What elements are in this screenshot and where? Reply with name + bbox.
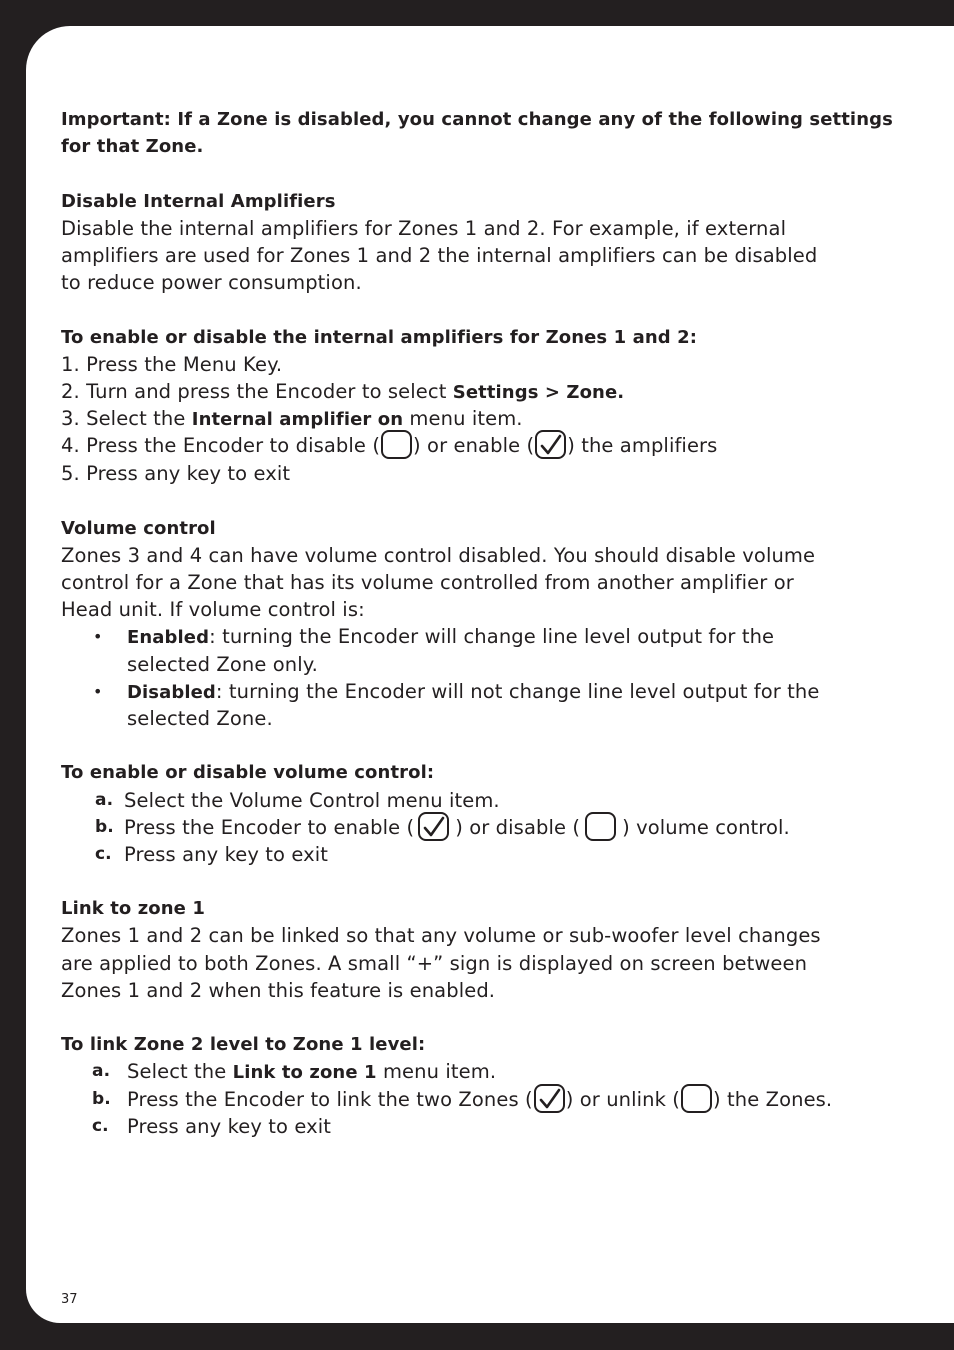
volume-body-line-2: control for a Zone that has its volume controlled from another amplifier or — [61, 571, 794, 594]
volume-body-line-3: Head unit. If volume control is: — [61, 598, 365, 622]
checked-box-icon — [535, 430, 566, 459]
important-note-line-2: for that Zone. — [61, 136, 204, 158]
volume-bullet-disabled-cont: selected Zone. — [127, 706, 273, 730]
amps-step-4: 4. Press the Encoder to disable ( ) or enable ( ) the amplifiers — [61, 432, 941, 460]
bullet-dot: • — [93, 627, 103, 647]
volume-procedure-heading: To enable or disable volume control: — [61, 762, 435, 784]
amps-step-5: 5. Press any key to exit — [61, 462, 291, 486]
amps-body-line-2: amplifiers are used for Zones 1 and 2 the internal amplifiers can be disabled — [61, 243, 818, 267]
important-note-line-1: Important: If a Zone is disabled, you cannot change any of the following settings — [61, 109, 893, 130]
amps-body-line-3: to reduce power consumption. — [61, 271, 362, 295]
amps-step-3: 3. Select the Internal amplifier on menu item. — [61, 407, 523, 431]
checked-box-icon — [418, 812, 449, 841]
amps-body-line-1: Disable the internal amplifiers for Zones 1 and 2. For example, if external — [61, 216, 787, 240]
link-step-b: b. Press the Encoder to link the two Zones ( ) or unlink ( ) the Zones. — [61, 1086, 941, 1113]
volume-bullet-enabled-cont: selected Zone only. — [127, 652, 318, 676]
unchecked-box-icon — [585, 812, 616, 841]
checked-box-icon — [534, 1084, 565, 1113]
link-body-line-3: Zones 1 and 2 when this feature is enabled. — [61, 978, 496, 1002]
link-procedure-heading: To link Zone 2 level to Zone 1 level: — [61, 1034, 426, 1056]
volume-heading: Volume control — [61, 517, 216, 539]
unchecked-box-icon — [381, 430, 412, 459]
volume-bullet-disabled: • Disabled: turning the Encoder will not change line level output for the — [61, 678, 941, 705]
unchecked-box-icon — [681, 1084, 712, 1113]
amps-step-1: 1. Press the Menu Key. — [61, 352, 283, 376]
amps-step-2: 2. Turn and press the Encoder to select Settings > Zone. — [61, 379, 625, 403]
amps-heading: Disable Internal Amplifiers — [61, 190, 336, 212]
link-body-line-1: Zones 1 and 2 can be linked so that any volume or sub-woofer level changes — [61, 924, 821, 948]
volume-step-b: b. Press the Encoder to enable ( ) or disable ( ) volume control. — [61, 814, 941, 841]
page-number: 37 — [61, 1292, 78, 1307]
volume-step-c: c. Press any key to exit — [95, 842, 329, 866]
link-step-c: c. Press any key to exit — [92, 1114, 332, 1138]
volume-bullet-enabled: • Enabled: turning the Encoder will change line level output for the — [61, 623, 941, 650]
bullet-dot: • — [93, 681, 103, 701]
manual-page — [26, 26, 954, 1323]
volume-step-a: a. Select the Volume Control menu item. — [95, 788, 500, 812]
page-content — [61, 106, 941, 1140]
volume-body-line-1: Zones 3 and 4 can have volume control disabled. You should disable volume — [61, 543, 816, 567]
link-heading: Link to zone 1 — [61, 898, 205, 920]
link-body-line-2: are applied to both Zones. A small “+” sign is displayed on screen between — [61, 951, 808, 975]
amps-procedure-heading: To enable or disable the internal amplifiers for Zones 1 and 2: — [61, 326, 698, 348]
link-step-a: a. Select the Link to zone 1 menu item. — [92, 1060, 497, 1084]
